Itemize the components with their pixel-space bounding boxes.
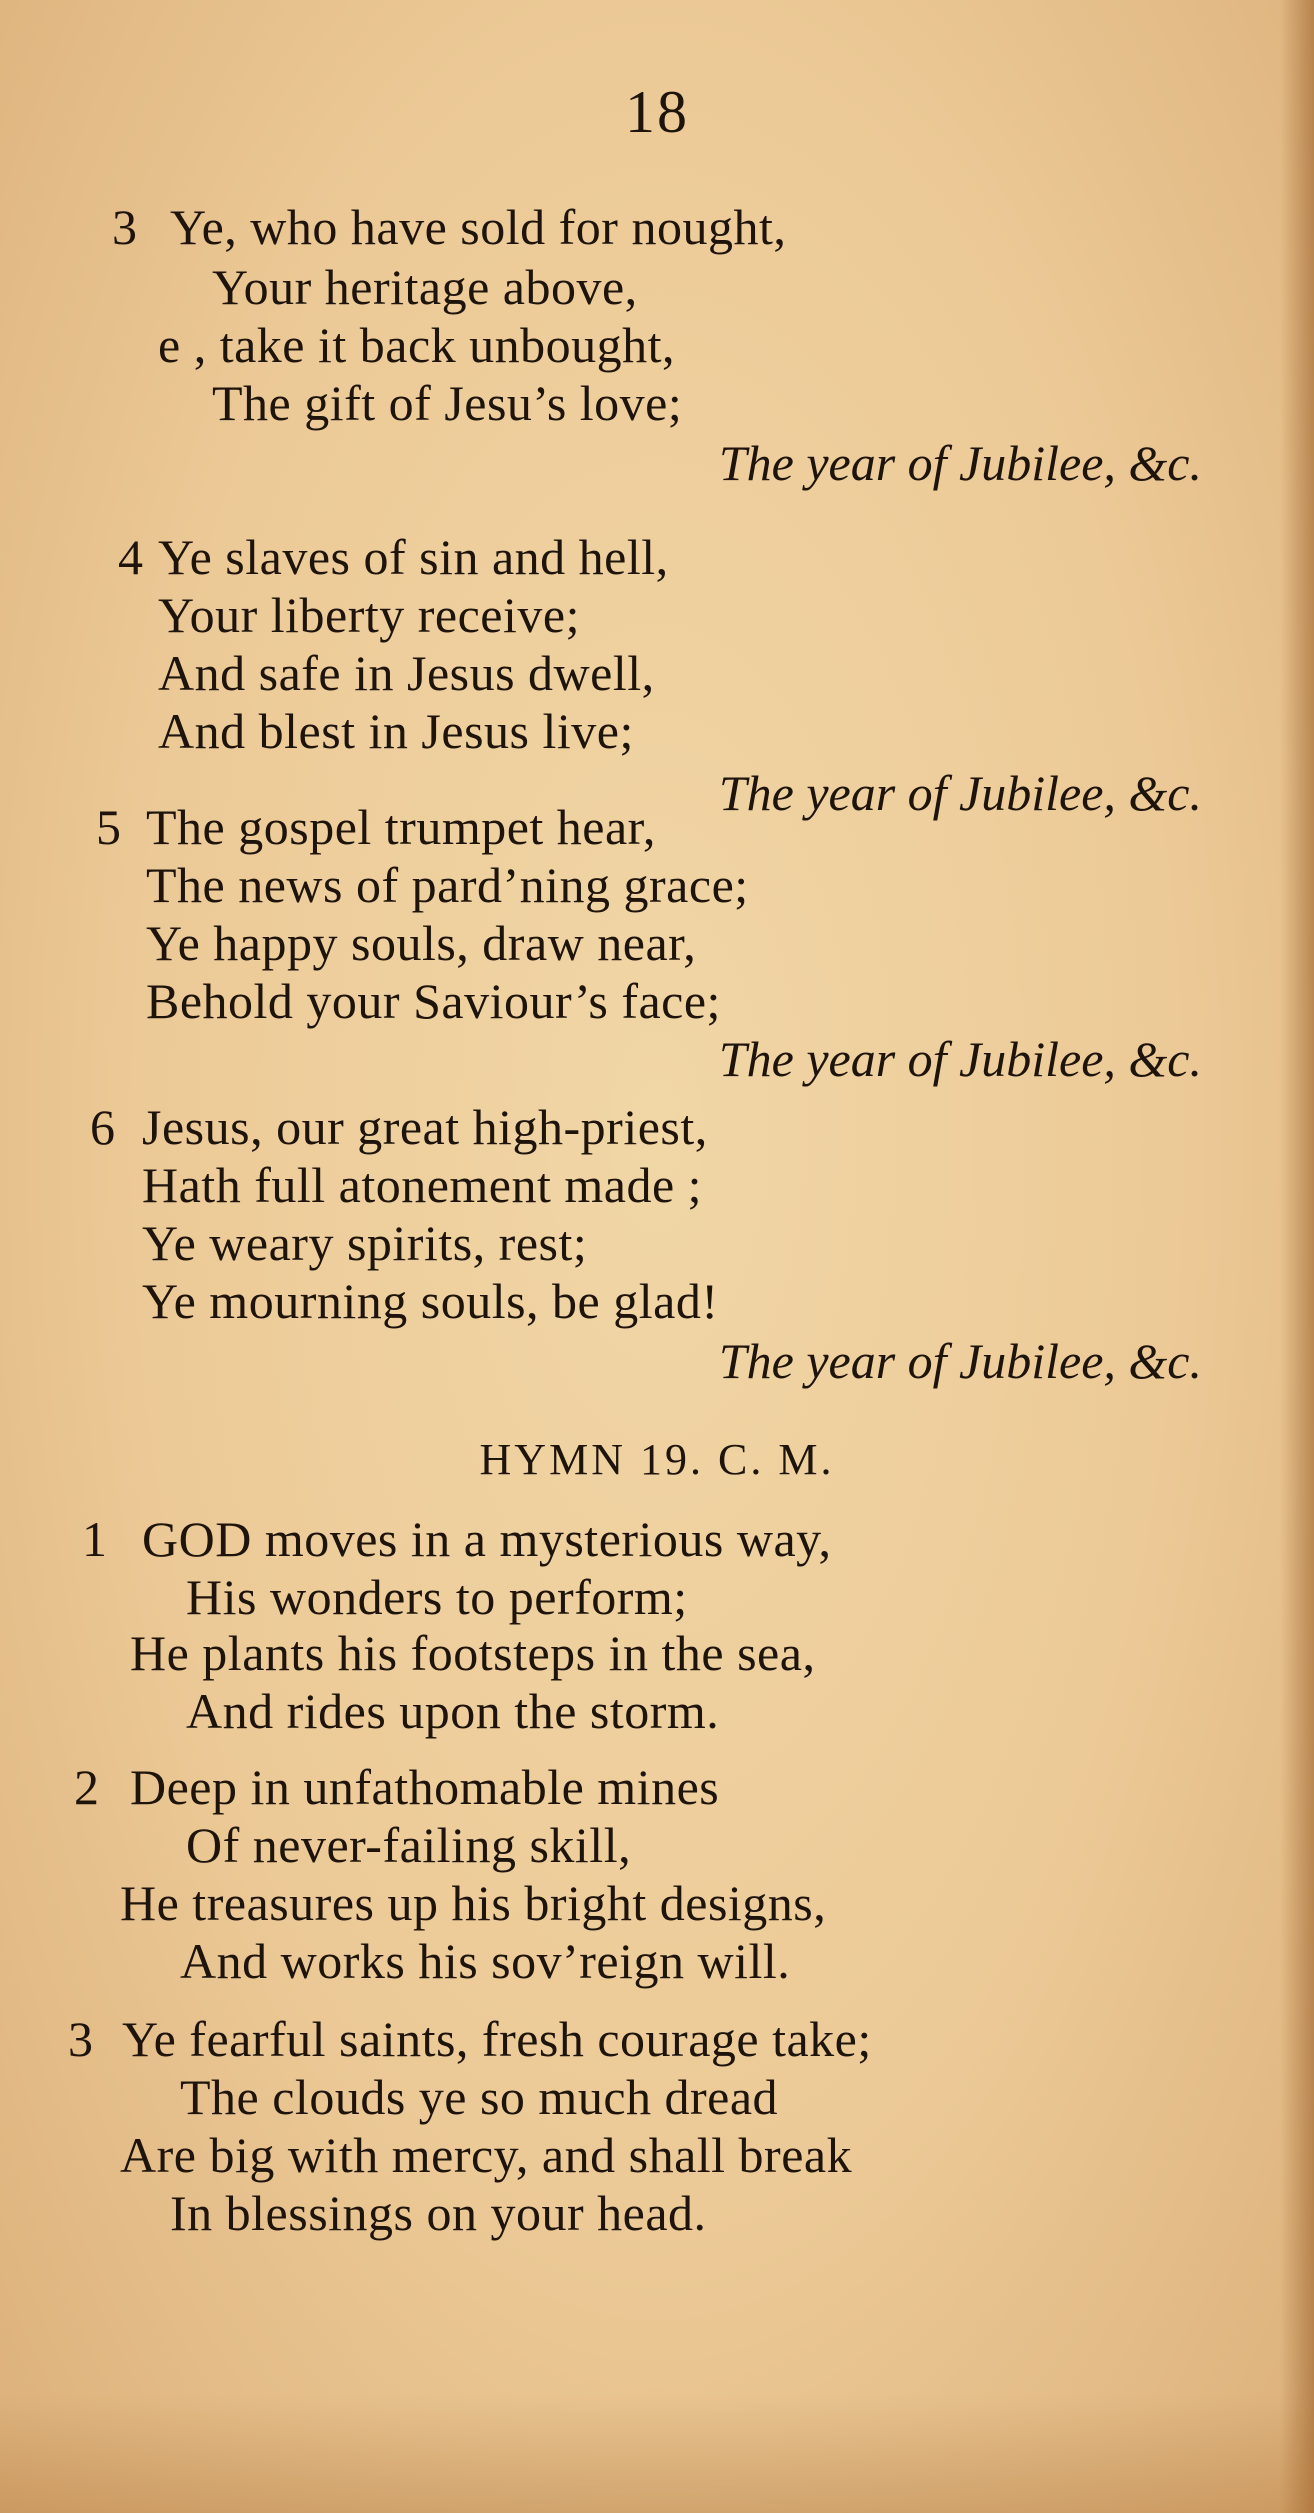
- page-number: 18: [625, 79, 689, 145]
- verse-number: 6: [90, 1099, 115, 1155]
- page-bottom-shade: [0, 2393, 1314, 2513]
- refrain: The year of Jubilee, &c.: [718, 765, 1202, 821]
- verse-line: His wonders to perform;: [186, 1569, 688, 1625]
- verse-line: GOD moves in a mysterious way,: [142, 1511, 832, 1567]
- verse-line: In blessings on your head.: [170, 2185, 707, 2241]
- verse-line: And works his sov’reign will.: [180, 1933, 791, 1989]
- refrain: The year of Jubilee, &c.: [718, 1333, 1202, 1389]
- verse-line: The gospel trumpet hear,: [146, 799, 656, 855]
- verse-line: e , take it back unbought,: [158, 317, 676, 373]
- page-edge-shadow: [1280, 0, 1314, 2513]
- verse-line: The clouds ye so much dread: [180, 2069, 779, 2125]
- verse-number: 1: [82, 1511, 107, 1567]
- refrain: The year of Jubilee, &c.: [718, 435, 1202, 491]
- verse-line: Your liberty receive;: [158, 587, 580, 643]
- verse-line: Ye, who have sold for nought,: [170, 199, 787, 255]
- verse-line: Are big with mercy, and shall break: [120, 2127, 853, 2183]
- verse-line: Hath full atonement made ;: [142, 1157, 703, 1213]
- hymn-heading: HYMN 19. C. M.: [479, 1435, 835, 1484]
- verse-number: 4: [118, 529, 143, 585]
- verse-line: Ye happy souls, draw near,: [146, 915, 697, 971]
- verse-line: Ye slaves of sin and hell,: [158, 529, 669, 585]
- verse-number: 5: [96, 799, 121, 855]
- verse-line: The gift of Jesu’s love;: [212, 375, 683, 431]
- verse-line: And blest in Jesus live;: [158, 703, 634, 759]
- verse-line: Deep in unfathomable mines: [130, 1759, 720, 1815]
- verse-line: Ye fearful saints, fresh courage take;: [122, 2011, 872, 2067]
- verse-line: Jesus, our great high-priest,: [142, 1099, 708, 1155]
- verse-line: Behold your Saviour’s face;: [146, 973, 721, 1029]
- verse-number: 2: [74, 1759, 99, 1815]
- refrain: The year of Jubilee, &c.: [718, 1031, 1202, 1087]
- verse-line: Of never-failing skill,: [186, 1817, 632, 1873]
- verse-line: And safe in Jesus dwell,: [158, 645, 655, 701]
- verse-line: And rides upon the storm.: [186, 1683, 720, 1739]
- verse-number: 3: [112, 199, 137, 255]
- verse-line: Ye mourning souls, be glad!: [142, 1273, 719, 1329]
- verse-line: The news of pard’ning grace;: [146, 857, 749, 913]
- verse-number: 3: [68, 2011, 93, 2067]
- verse-line: He treasures up his bright designs,: [120, 1875, 827, 1931]
- verse-line: He plants his footsteps in the sea,: [130, 1625, 816, 1681]
- verse-line: Your heritage above,: [212, 259, 638, 315]
- verse-line: Ye weary spirits, rest;: [142, 1215, 588, 1271]
